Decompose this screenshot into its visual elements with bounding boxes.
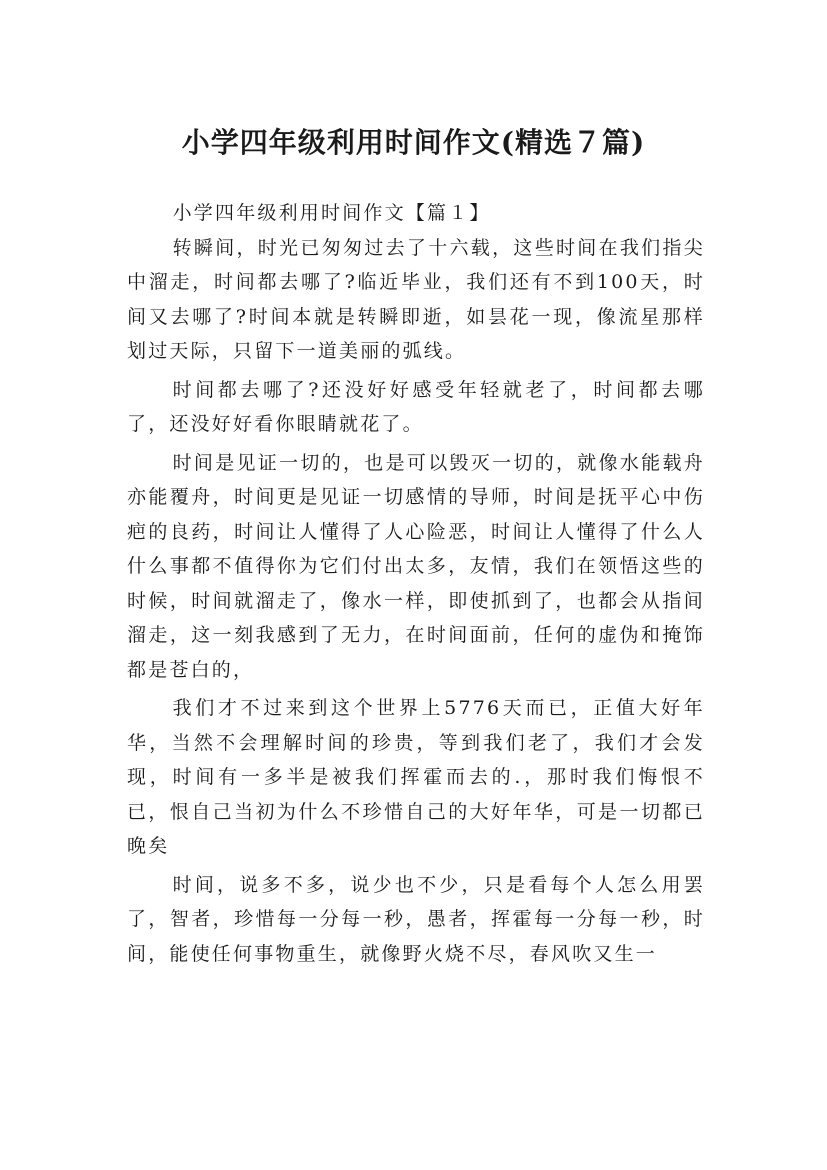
paragraph: 时间，说多不多，说少也不少，只是看每个人怎么用罢了，智者，珍惜每一分每一秒，愚者，挥霍每一分每一秒，时间，能使任何事物重生，就像野火烧不尽，春风吹又生一 — [127, 873, 705, 965]
page-title: 小学四年级利用时间作文(精选７篇) — [181, 125, 646, 159]
section-heading: 小学四年级利用时间作文【篇１】 — [172, 202, 491, 224]
paragraph: 时间是见证一切的，也是可以毁灭一切的，就像水能载舟亦能覆舟，时间更是见证一切感情的导师，时间是抚平心中伤疤的良药，时间让人懂得了人心险恶，时间让人懂得了什么人什么事都不值得你为它们付出太多，友情，我们在领悟这些的时候，时间就溜走了，像水一样，即使抓到了，也都会从指间溜走，这一刻我感到了无力，在时间面前，任何的虚伪和掩饰都是苍白的， — [127, 451, 705, 681]
paragraph: 我们才不过来到这个世界上5776天而已，正值大好年华，当然不会理解时间的珍贵，等到我们老了，我们才会发现，时间有一多半是被我们挥霍而去的.，那时我们悔恨不已，恨自己当初为什么不珍惜自己的大好年华，可是一切都已晚矣 — [127, 697, 705, 857]
paragraph: 转瞬间，时光已匆匆过去了十六载，这些时间在我们指尖中溜走，时间都去哪了?临近毕业，我们还有不到100天，时间又去哪了?时间本就是转瞬即逝，如昙花一现，像流星那样划过天际，只留下一道美丽的弧线。 — [127, 236, 705, 362]
paragraph: 时间都去哪了?还没好好感受年轻就老了，时间都去哪了，还没好好看你眼睛就花了。 — [127, 378, 705, 435]
document-body — [127, 196, 705, 975]
